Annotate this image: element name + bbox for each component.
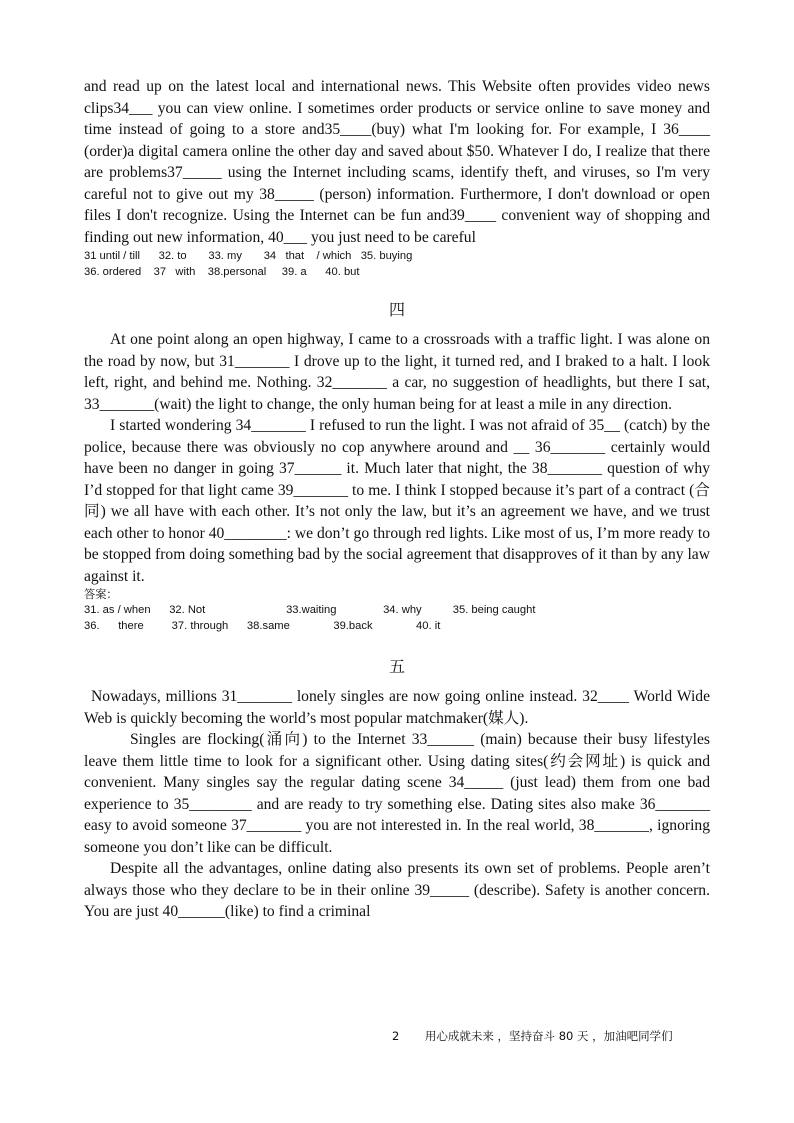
section4-paragraph1: At one point along an open highway, I came to a crossroads with a traffic light. I was alone on the road by now, but 31_______ I drove up to the light, it turned red, and I braked to a halt. I look left, right, and behind me. Nothing. 32_______ a car, no suggestion of headlights, but there I sat, 33_______(wait) the light to change, the only human being for at least a mile in any direction. [84, 331, 710, 413]
section4-paragraph2: I started wondering 34_______ I refused to run the light. I was not afraid of 35__ (catch) by the police, because there was obviously no cop anywhere around and __ 36_______ certainly would have been no danger in going 37______ it. Much later that night, the 38_______ question of why I’d stopped for that light came 39_______ to me. I think I stopped because it’s part of a contract (合同) we all have with each other. It’s not only the law, but it’s an agreement we have, and we trust each other to honor 40________: we don’t go through red lights. Like most of us, I’m more ready to be stopped from doing something bad by the social agreement that disapproves of it than by any law against it. [84, 417, 710, 585]
section3-paragraph: and read up on the latest local and international news. This Website often provides video news clips34___ you can view online. I sometimes order products or service online to save money and time instead of going to a store and35____(buy) what I'm looking for. For example, I 36____ (order)a digital camera online the other day and saved about $50. Whatever I do, I realize that there are problems37_____ using the Internet including scams, identify theft, and viruses, so I'm very careful not to give out my 38_____ (person) information. Furthermore, I don't download or open files I don't recognize. Using the Internet can be fun and39____ convenient way of shopping and finding out new information, 40___ you just need to be careful [84, 78, 710, 246]
section4-answers-line1: 31. as / when 32. Not 33.waiting 34. why 35. being caught [84, 604, 536, 616]
section5-paragraph3: Despite all the advantages, online dating also presents its own set of problems. People aren’t always those who they declare to be in their online 39_____ (describe). Safety is another concern. You are just 40______(like) to find a criminal [84, 860, 710, 920]
section5-heading: 五 [388, 657, 405, 676]
section3-answers-line2: 36. ordered 37 with 38.personal 39. a 40. but [84, 266, 360, 278]
document-body [84, 76, 710, 923]
page-footer: 2 用心成就未来 ，坚持奋斗 80 天 ，加油吧同学们 [392, 1029, 673, 1043]
section5-paragraph2: Singles are flocking(涌向) to the Internet 33______ (main) because their busy lifestyles leave them little time to look for a significant other. Using dating sites(约会网址) is quick and convenient. Many singles say the regular dating scene 34_____ (just lead) them from one bad experience to 35________ and are ready to try something else. Dating sites also make 36_______ easy to avoid someone 37_______ you are not interested in. In the real world, 38_______, ignoring someone you don’t like can be difficult. [84, 731, 710, 856]
section5-paragraph1: Nowadays, millions 31_______ lonely singles are now going online instead. 32____ World Wide Web is quickly becoming the world’s most popular matchmaker(媒人). [84, 688, 710, 727]
section4-heading: 四 [388, 300, 405, 319]
section3-answers-line1: 31 until / till 32. to 33. my 34 that / which 35. buying [84, 250, 413, 262]
section4-answers-line2: 36. there 37. through 38.same 39.back 40. it [84, 620, 441, 632]
section4-answers-label: 答案： [84, 588, 118, 601]
